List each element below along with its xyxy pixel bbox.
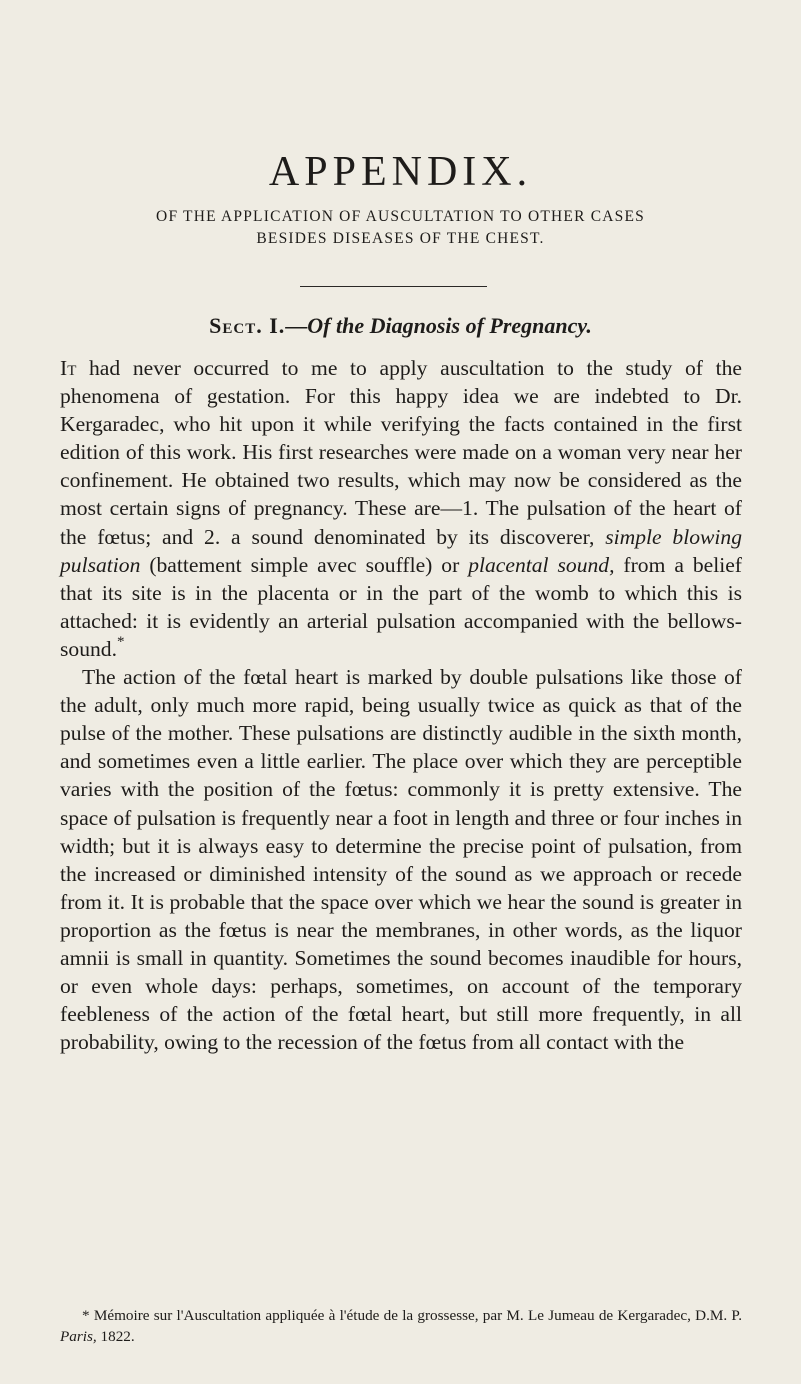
paragraph-1: [60, 354, 742, 663]
subtitle-line-1: OF THE APPLICATION OF AUSCULTATION TO OTHER CASES: [156, 208, 645, 225]
section-heading: [0, 313, 801, 339]
footnote-mark: *: [82, 1307, 90, 1324]
horizontal-rule: [300, 286, 487, 287]
footnote-reference: *: [117, 633, 125, 650]
term-simple-blowing-pulsation: simple blowing pulsation: [60, 524, 742, 577]
subtitle-line-2: BESIDES DISEASES OF THE CHEST.: [256, 230, 545, 247]
paragraph-1-part-1: had never occurred to me to apply auscultation to the study of the phenomena of gestation. For this happy idea we are indebted to Dr. Kergaradec, who hit upon it while verifying the facts contained in the first edition of this work. His first researches were made on a woman very near her confinement. He obtained two results, which may now be considered as the most certain signs of pregnancy. These are—1. The pulsation of the heart of the fœtus; and 2. a sound denominated by its discoverer,: [60, 356, 742, 549]
footnote: [60, 1305, 742, 1347]
paragraph-1-first-word: It: [60, 356, 77, 380]
footnote-place: Paris,: [60, 1328, 97, 1345]
appendix-subtitle: [60, 206, 741, 250]
footnote-text: [60, 1305, 742, 1347]
footnote-part-1: Mémoire sur l'Auscultation appliquée à l'étude de la grossesse, par M. Le Jumeau de Kergaradec, D.M. P.: [89, 1307, 742, 1324]
term-placental-sound: placental sound,: [468, 552, 615, 577]
appendix-title: APPENDIX.: [268, 149, 533, 195]
footnote-year: 1822.: [96, 1328, 135, 1345]
paragraph-2: The action of the fœtal heart is marked by double pulsations like those of the adult, only much more rapid, being usually twice as quick as that of the pulse of the mother. These pulsations are distinctly audible in the sixth month, and sometimes even a little earlier. The place over which they are perceptible varies with the position of the fœtus: commonly it is pretty extensive. The space of pulsation is frequently near a foot in length and three or four inches in width; but it is always easy to determine the precise point of pulsation, from the increased or diminished intensity of the sound as we approach or recede from it. It is probable that the space over which we hear the sound is greater in proportion as the fœtus is near the membranes, in other words, as the liquor amnii is small in quantity. Sometimes the sound becomes inaudible for hours, or even whole days: perhaps, sometimes, on account of the temporary feebleness of the action of the fœtal heart, but still more frequently, in all probability, owing to the recession of the fœtus from all contact with the: [60, 665, 742, 1055]
paragraph-1-part-3: from a belief that its site is in the placenta or in the part of the womb to which this is attached: it is evidently an arterial pulsation accompanied with the bellows-sound.: [60, 552, 742, 661]
section-dash: —: [285, 313, 308, 338]
section-title: Of the Diagnosis of Pregnancy.: [307, 313, 592, 338]
paragraph-1-part-2: (battement simple avec souffle) or: [140, 552, 469, 577]
body-text: [60, 354, 742, 1056]
section-label: Sect. I.: [209, 313, 286, 338]
